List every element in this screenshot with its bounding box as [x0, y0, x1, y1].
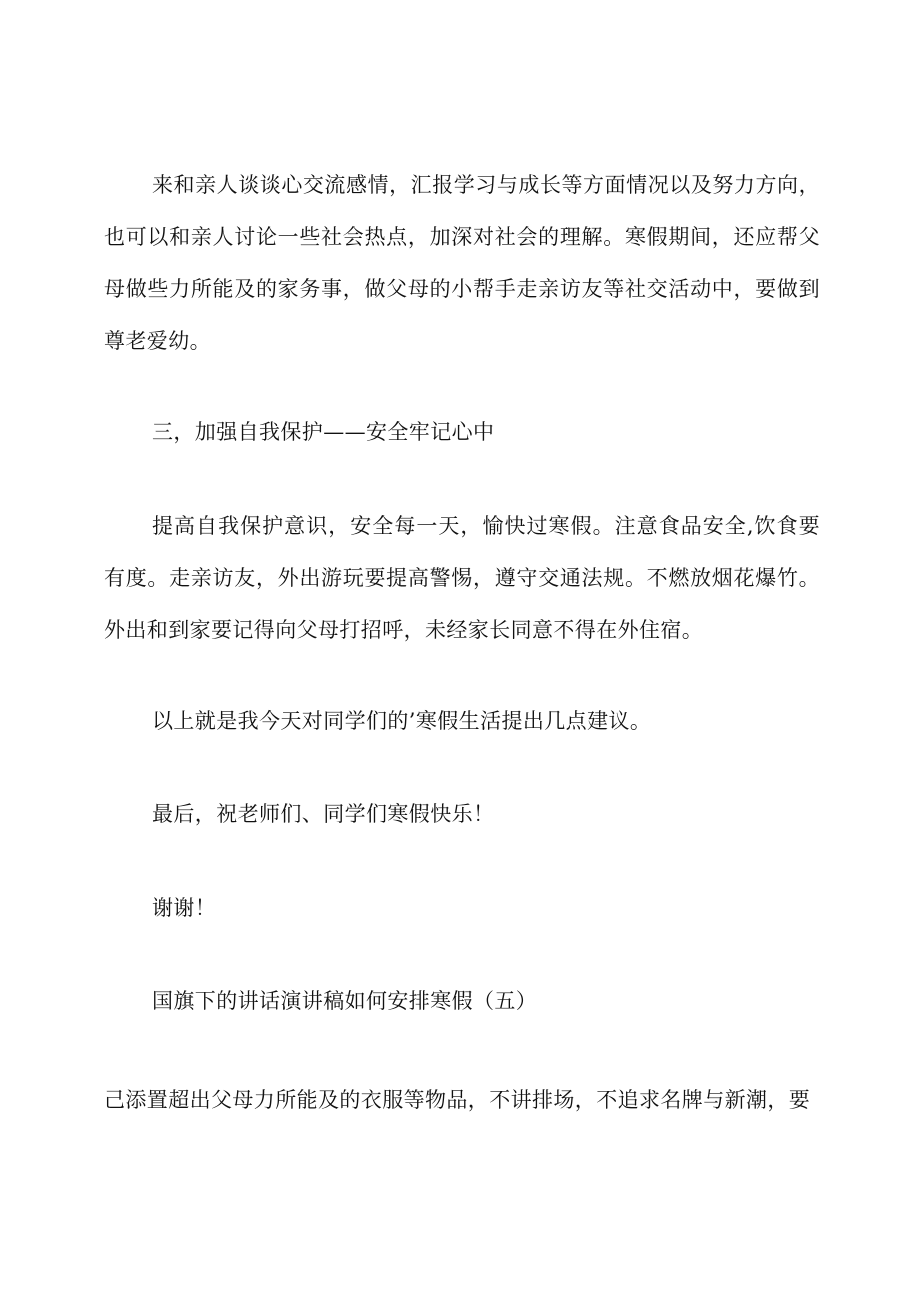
section-title-part-five: 国旗下的讲话演讲稿如何安排寒假（五） — [152, 989, 538, 1013]
paragraph-continued: 己添置超出父母力所能及的衣服等物品，不讲排场，不追求名牌与新潮，要 — [104, 1088, 811, 1112]
paragraph-summary: 以上就是我今天对同学们的’寒假生活提出几点建议。 — [152, 709, 652, 733]
paragraph-family-communication: 来和亲人谈谈心交流感情，汇报学习与成长等方面情况以及努力方向，也可以和亲人讨论一些社会热点，加深对社会的理解。寒假期间，还应帮父母做些力所能及的家务事，做父母的小帮手走亲访友等社交活动中，要做到尊老爱幼。 — [104, 173, 820, 353]
paragraph-wishes: 最后，祝老师们、同学们寒假快乐！ — [152, 802, 495, 826]
paragraph-thanks: 谢谢！ — [152, 896, 217, 920]
section-heading-self-protection: 三，加强自我保护——安全牢记心中 — [152, 420, 495, 444]
paragraph-safety: 提高自我保护意识，安全每一天，愉快过寒假。注意食品安全,饮食要有度。走亲访友，外出游玩要提高警惕，遵守交通法规。不燃放烟花爆竹。外出和到家要记得向父母打招呼，未经家长同意不得在外住宿。 — [104, 514, 820, 642]
